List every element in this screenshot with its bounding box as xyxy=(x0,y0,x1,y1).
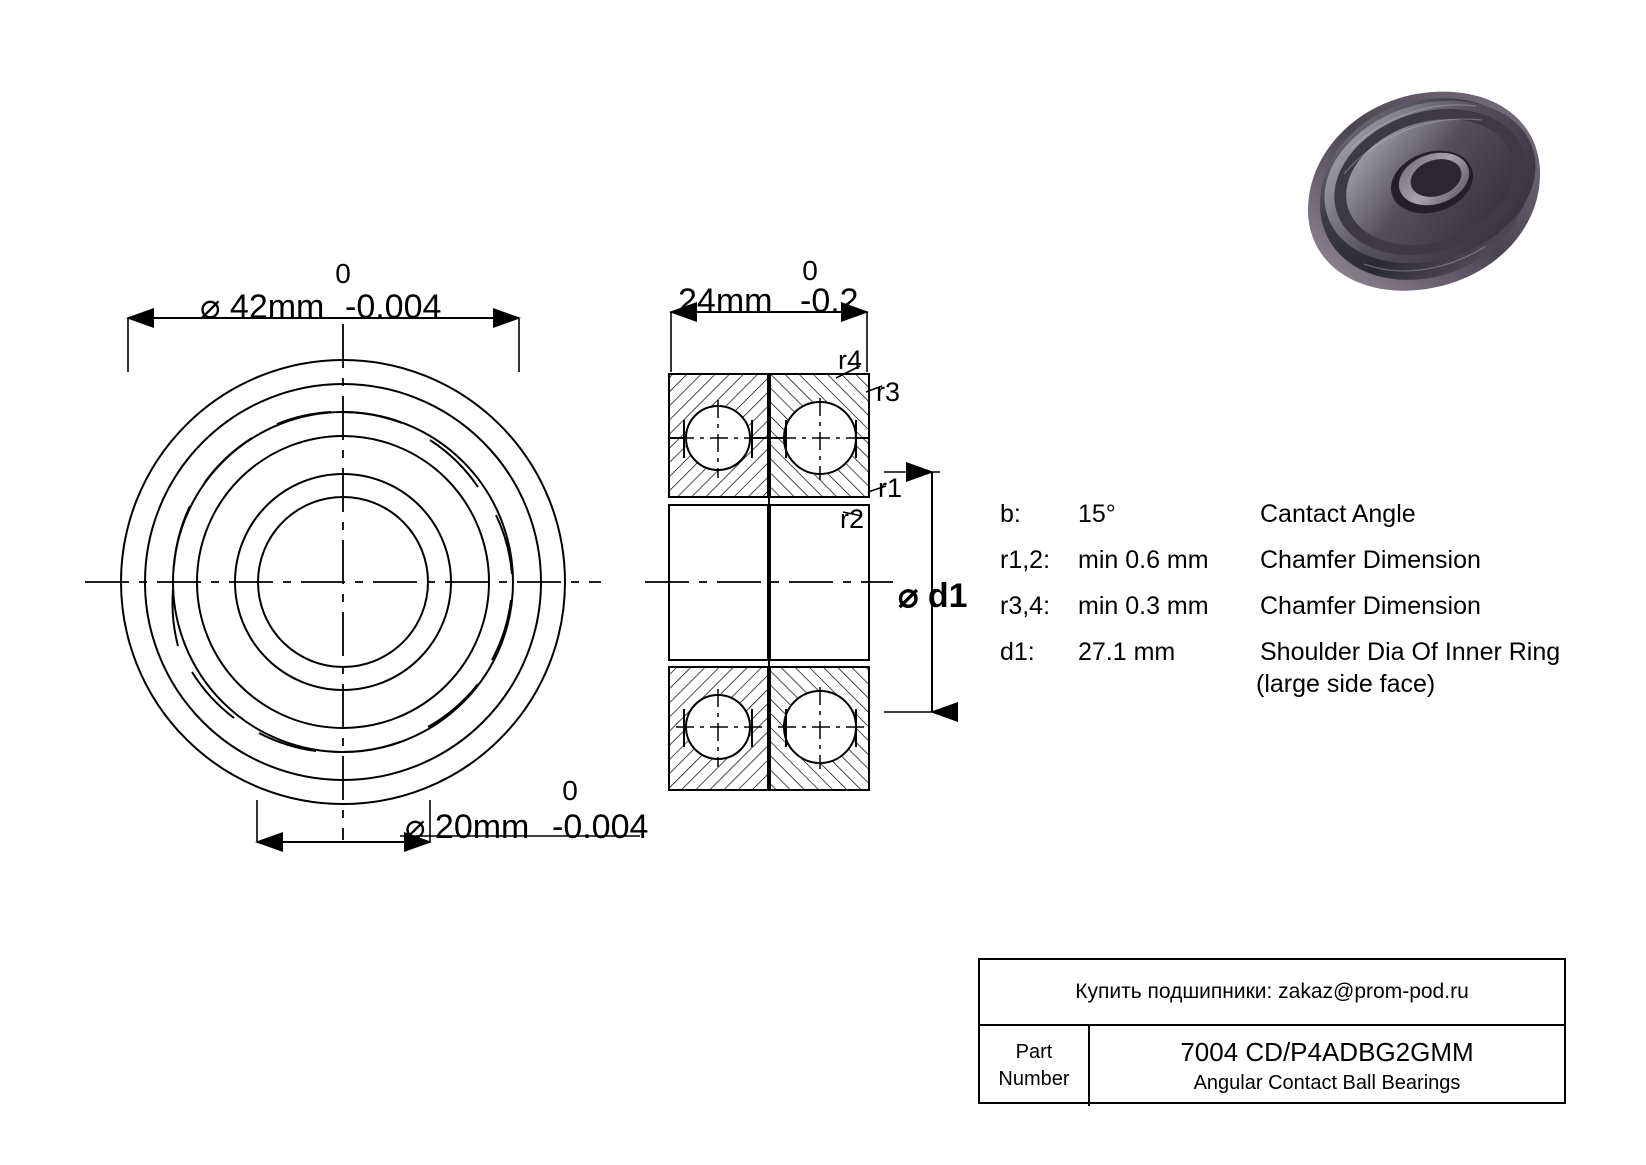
spec-row xyxy=(1000,638,1600,667)
part-number-value xyxy=(1090,1026,1564,1106)
spec-description-sub: (large side face) xyxy=(1256,670,1436,698)
part-number: 7004 CD/P4ADBG2GMM xyxy=(1180,1037,1474,1067)
shoulder-dia-label: ⌀ d1 xyxy=(898,577,968,615)
part-number-label-line2: Number xyxy=(998,1068,1070,1090)
width-value: 24mm xyxy=(678,282,773,320)
spec-value: 15° xyxy=(1078,500,1116,528)
spec-key: r1,2: xyxy=(1000,546,1051,574)
callout-r1: r1 xyxy=(878,473,903,503)
width-tol-upper: 0 xyxy=(802,255,818,286)
title-block xyxy=(978,958,1566,1104)
callout-r3: r3 xyxy=(876,377,901,407)
spec-key: b: xyxy=(1000,500,1021,528)
callout-r2: r2 xyxy=(840,504,865,534)
spec-description: Cantact Angle xyxy=(1260,500,1416,528)
spec-description: Shoulder Dia Of Inner Ring xyxy=(1260,638,1561,666)
callout-r4: r4 xyxy=(838,345,863,375)
spec-description: Chamfer Dimension xyxy=(1260,546,1481,574)
part-number-label-line1: Part xyxy=(1015,1041,1053,1063)
spec-row xyxy=(1000,500,1600,529)
spec-description: Chamfer Dimension xyxy=(1260,592,1481,620)
bore-tol-upper: 0 xyxy=(562,775,578,806)
od-value: ⌀ 42mm xyxy=(200,288,325,326)
width-tol-lower: -0.2 xyxy=(800,282,859,320)
spec-table xyxy=(1000,500,1600,699)
od-tol-upper: 0 xyxy=(335,258,351,289)
od-tol-lower: -0.004 xyxy=(345,288,442,326)
spec-key: d1: xyxy=(1000,638,1035,666)
spec-row xyxy=(1000,592,1600,621)
bore-tol-lower: -0.004 xyxy=(552,808,649,846)
spec-value: min 0.3 mm xyxy=(1078,592,1209,620)
bearing-3d-render xyxy=(1290,78,1560,328)
spec-key: r3,4: xyxy=(1000,592,1051,620)
bore-value: ⌀ 20mm xyxy=(405,808,530,846)
spec-value: 27.1 mm xyxy=(1078,638,1176,666)
spec-value: min 0.6 mm xyxy=(1078,546,1209,574)
contact-line: Купить подшипники: zakaz@prom-pod.ru xyxy=(980,960,1564,1026)
bearing-type: Angular Contact Ball Bearings xyxy=(1193,1072,1461,1094)
part-number-label xyxy=(980,1026,1090,1106)
spec-row xyxy=(1000,546,1600,575)
